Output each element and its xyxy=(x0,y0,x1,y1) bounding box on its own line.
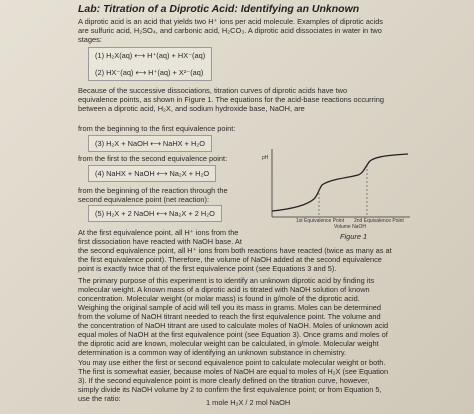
rxn3-box xyxy=(88,135,212,152)
paragraph-5 xyxy=(78,358,388,403)
final-ratio: 1 mole H₂X / 2 mol NaOH xyxy=(206,398,291,407)
second-ep-label: 2nd Equivalence Point xyxy=(354,218,404,224)
dissociation-box xyxy=(88,47,212,81)
paragraph-4 xyxy=(78,276,388,357)
para4-line: concentration. Molecular weight (or molar mass) is found in g/mole of the diprotic acid. xyxy=(78,294,360,303)
para5-line: simply divide its NaOH volume by 2 to confirm the first equivalence point; or from Equation 5, xyxy=(78,385,382,394)
para3-line: the second equivalence point, all H⁺ ions from both reactions have reacted (twice as many as at xyxy=(78,246,392,255)
para3-line: At the first equivalence point, all H⁺ ions from the xyxy=(78,228,239,237)
para2-line: equivalence points, as shown in Figure 1. The equations for the acid-base reactions occurring xyxy=(78,95,384,104)
para3-line: point is exactly twice that of the first equivalence point (see Equations 3 and 5). xyxy=(78,264,337,273)
para2-line: Because of the successive dissociations, titration curves of diprotic acids have two xyxy=(78,86,348,95)
titration-curve-figure xyxy=(262,147,412,230)
rxn5-label-line: second equivalence point (net reaction): xyxy=(78,195,210,204)
dissociation-eq-2: (2) HX⁻(aq) ⟷ H⁺(aq) + X²⁻(aq) xyxy=(95,68,204,77)
rxn5-equation: (5) H₂X + 2 NaOH ⟷ Na₂X + 2 H₂O xyxy=(95,209,215,218)
rxn5-label-line: from the beginning of the reaction through the xyxy=(78,186,228,195)
para5-line: use the ratio: xyxy=(78,394,121,403)
rxn4-equation: (4) NaHX + NaOH ⟷ Na₂X + H₂O xyxy=(95,169,210,178)
rxn4-box xyxy=(88,165,216,182)
para4-line: the diprotic acid are known, molecular weight can be calculated, in g/mole. Molecular weight xyxy=(78,339,379,348)
para4-line: equal moles of NaOH at the first equivalence point (see Equation 3). Once grams and moles of xyxy=(78,330,388,339)
para5-line: The first is somewhat easier, because moles of NaOH are equal to moles of H₂X (see Equation xyxy=(78,367,389,376)
para3-line: the first equivalence point). Therefore, the volume of NaOH added at the second equivalence xyxy=(78,255,382,264)
para4-line: The primary purpose of this experiment is to identify an unknown diprotic acid by finding its xyxy=(78,276,375,285)
first-ep-label: 1st Equivalence Point xyxy=(296,218,345,224)
page-title: Lab: Titration of a Diprotic Acid: Identifying an Unknown xyxy=(78,3,360,15)
para5-line: You may use either the first or second equivalence point to calculate molecular weight or both. xyxy=(78,358,386,367)
intro-line: A diprotic acid is an acid that yields two H⁺ ions per acid molecule. Examples of diprotic acids xyxy=(78,17,384,26)
dissociation-eq-1: (1) H₂X(aq) ⟷ H⁺(aq) + HX⁻(aq) xyxy=(95,51,206,60)
para4-line: Weighing the original sample of acid will tell you its mass in grams. Moles can be determined xyxy=(78,303,382,312)
para2-line: between a diprotic acid, H₂X, and sodium hydroxide base, NaOH, are xyxy=(78,104,305,113)
titration-curve-svg xyxy=(262,147,412,225)
para4-line: molecular weight. A known mass of a diprotic acid is titrated with NaOH solution of known xyxy=(78,285,370,294)
para4-line: determination is a common way of identifying an unknown substance in chemistry. xyxy=(78,348,347,357)
paragraph-3 xyxy=(78,228,392,273)
rxn5-label xyxy=(78,186,228,204)
rxn3-label: from the beginning to the first equivalence point: xyxy=(78,124,236,133)
x-axis-label: Volume NaOH xyxy=(334,224,366,230)
intro-paragraph xyxy=(78,17,383,44)
figure-caption: Figure 1 xyxy=(340,232,368,241)
para4-line: from the volume of NaOH titrant needed to reach the first equivalence point. The volume and xyxy=(78,312,381,321)
rxn5-box xyxy=(88,205,222,222)
y-axis-label: pH xyxy=(262,155,269,161)
intro-line: stages: xyxy=(78,35,102,44)
para3-line: first dissociation have reacted with NaOH base. At xyxy=(78,237,242,246)
paragraph-2 xyxy=(78,86,384,113)
rxn4-label: from the first to the second equivalence point: xyxy=(78,154,228,163)
titration-curve-line xyxy=(272,154,408,211)
para4-line: the concentration of NaOH titrant are used to calculate moles of NaOH. Moles of unknown acid xyxy=(78,321,389,330)
para5-line: 3). If the second equivalence point is more clearly defined on the titration curve, however, xyxy=(78,376,370,385)
intro-line: are sulfuric acid, H₂SO₄, and carbonic acid, H₂CO₃. A diprotic acid dissociates in water in two xyxy=(78,26,382,35)
rxn3-equation: (3) H₂X + NaOH ⟷ NaHX + H₂O xyxy=(95,139,205,148)
